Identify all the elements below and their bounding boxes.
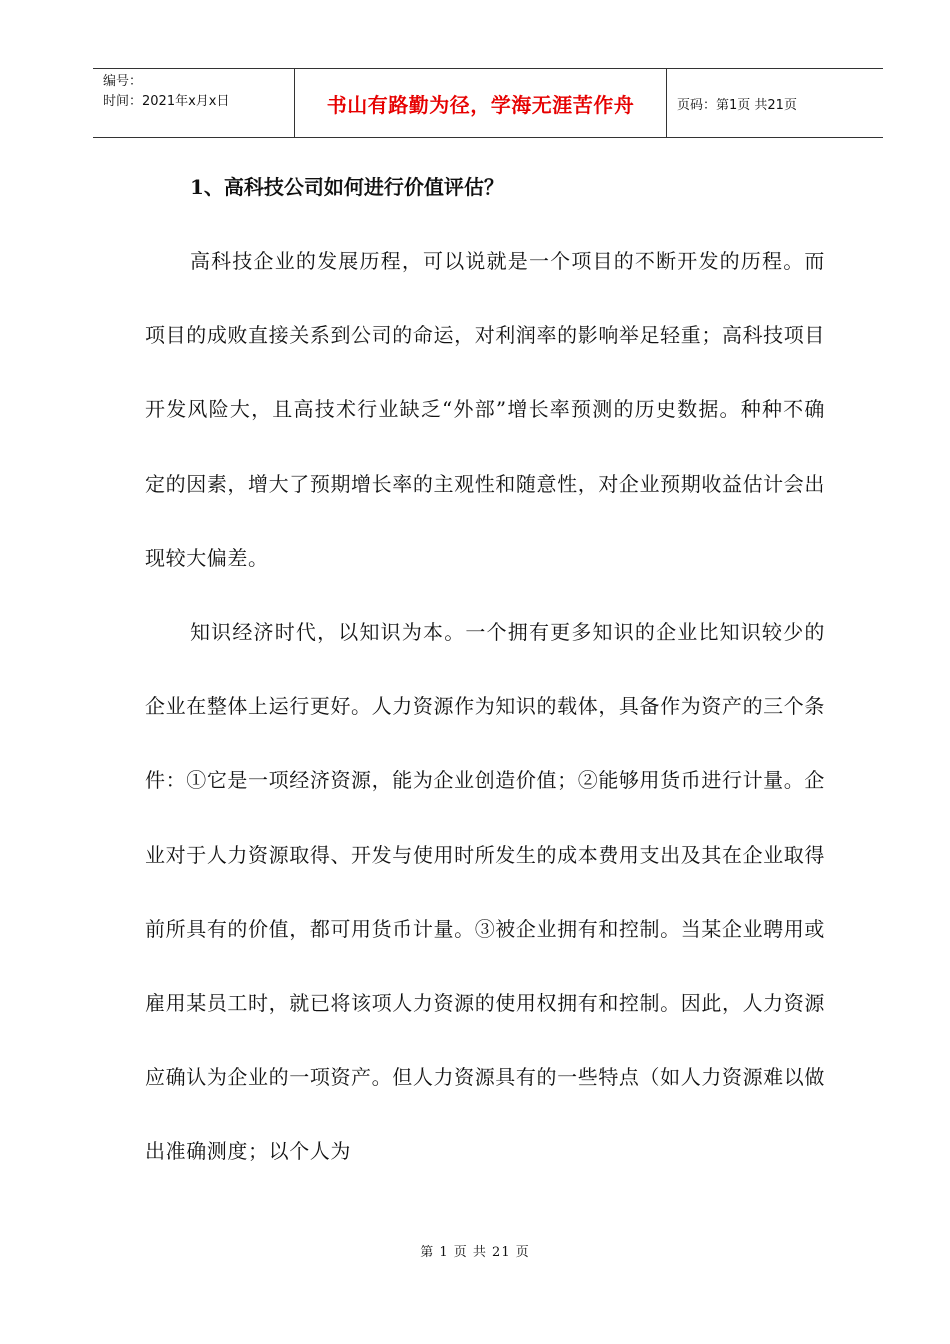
page-info: 页码：第1页 共21页 [677,97,797,113]
time-label: 时间：2021年x月x日 [103,94,230,109]
paragraph-1: 高科技企业的发展历程，可以说就是一个项目的不断开发的历程。而项目的成败直接关系到公司的命运，对利润率的影响举足轻重；高科技项目开发风险大，且高技术行业缺乏“外部”增长率预测的历史数据。种种不确定的因素，增大了预期增长率的主观性和随意性，对企业预期收益估计会出现较大偏差。 [145,249,825,570]
header-page-cell [667,69,883,137]
footer-page-number: 第 1 页 共 21 页 [420,1245,530,1260]
section-heading: 1、高科技公司如何进行价值评估？ [190,175,504,199]
page-header [93,68,883,138]
paragraph-2: 知识经济时代，以知识为本。一个拥有更多知识的企业比知识较少的企业在整体上运行更好。人力资源作为知识的载体，具备作为资产的三个条件：①它是一项经济资源，能为企业创造价值；②能够用货币进行计量。企业对于人力资源取得、开发与使用时所发生的成本费用支出及其在企业取得前所具有的价值，都可用货币计量。③被企业拥有和控制。当某企业聘用或雇用某员工时，就已将该项人力资源的使用权拥有和控制。因此，人力资源应确认为企业的一项资产。但人力资源具有的一些特点（如人力资源难以做出准确测度；以个人为 [145,620,825,1164]
motto-text: 书山有路勤为径，学海无涯苦作舟 [326,92,635,117]
header-meta-cell [93,69,295,137]
header-motto-cell [295,69,667,137]
page-footer [0,1241,950,1260]
document-body [145,150,825,1189]
code-label: 编号： [103,74,143,89]
